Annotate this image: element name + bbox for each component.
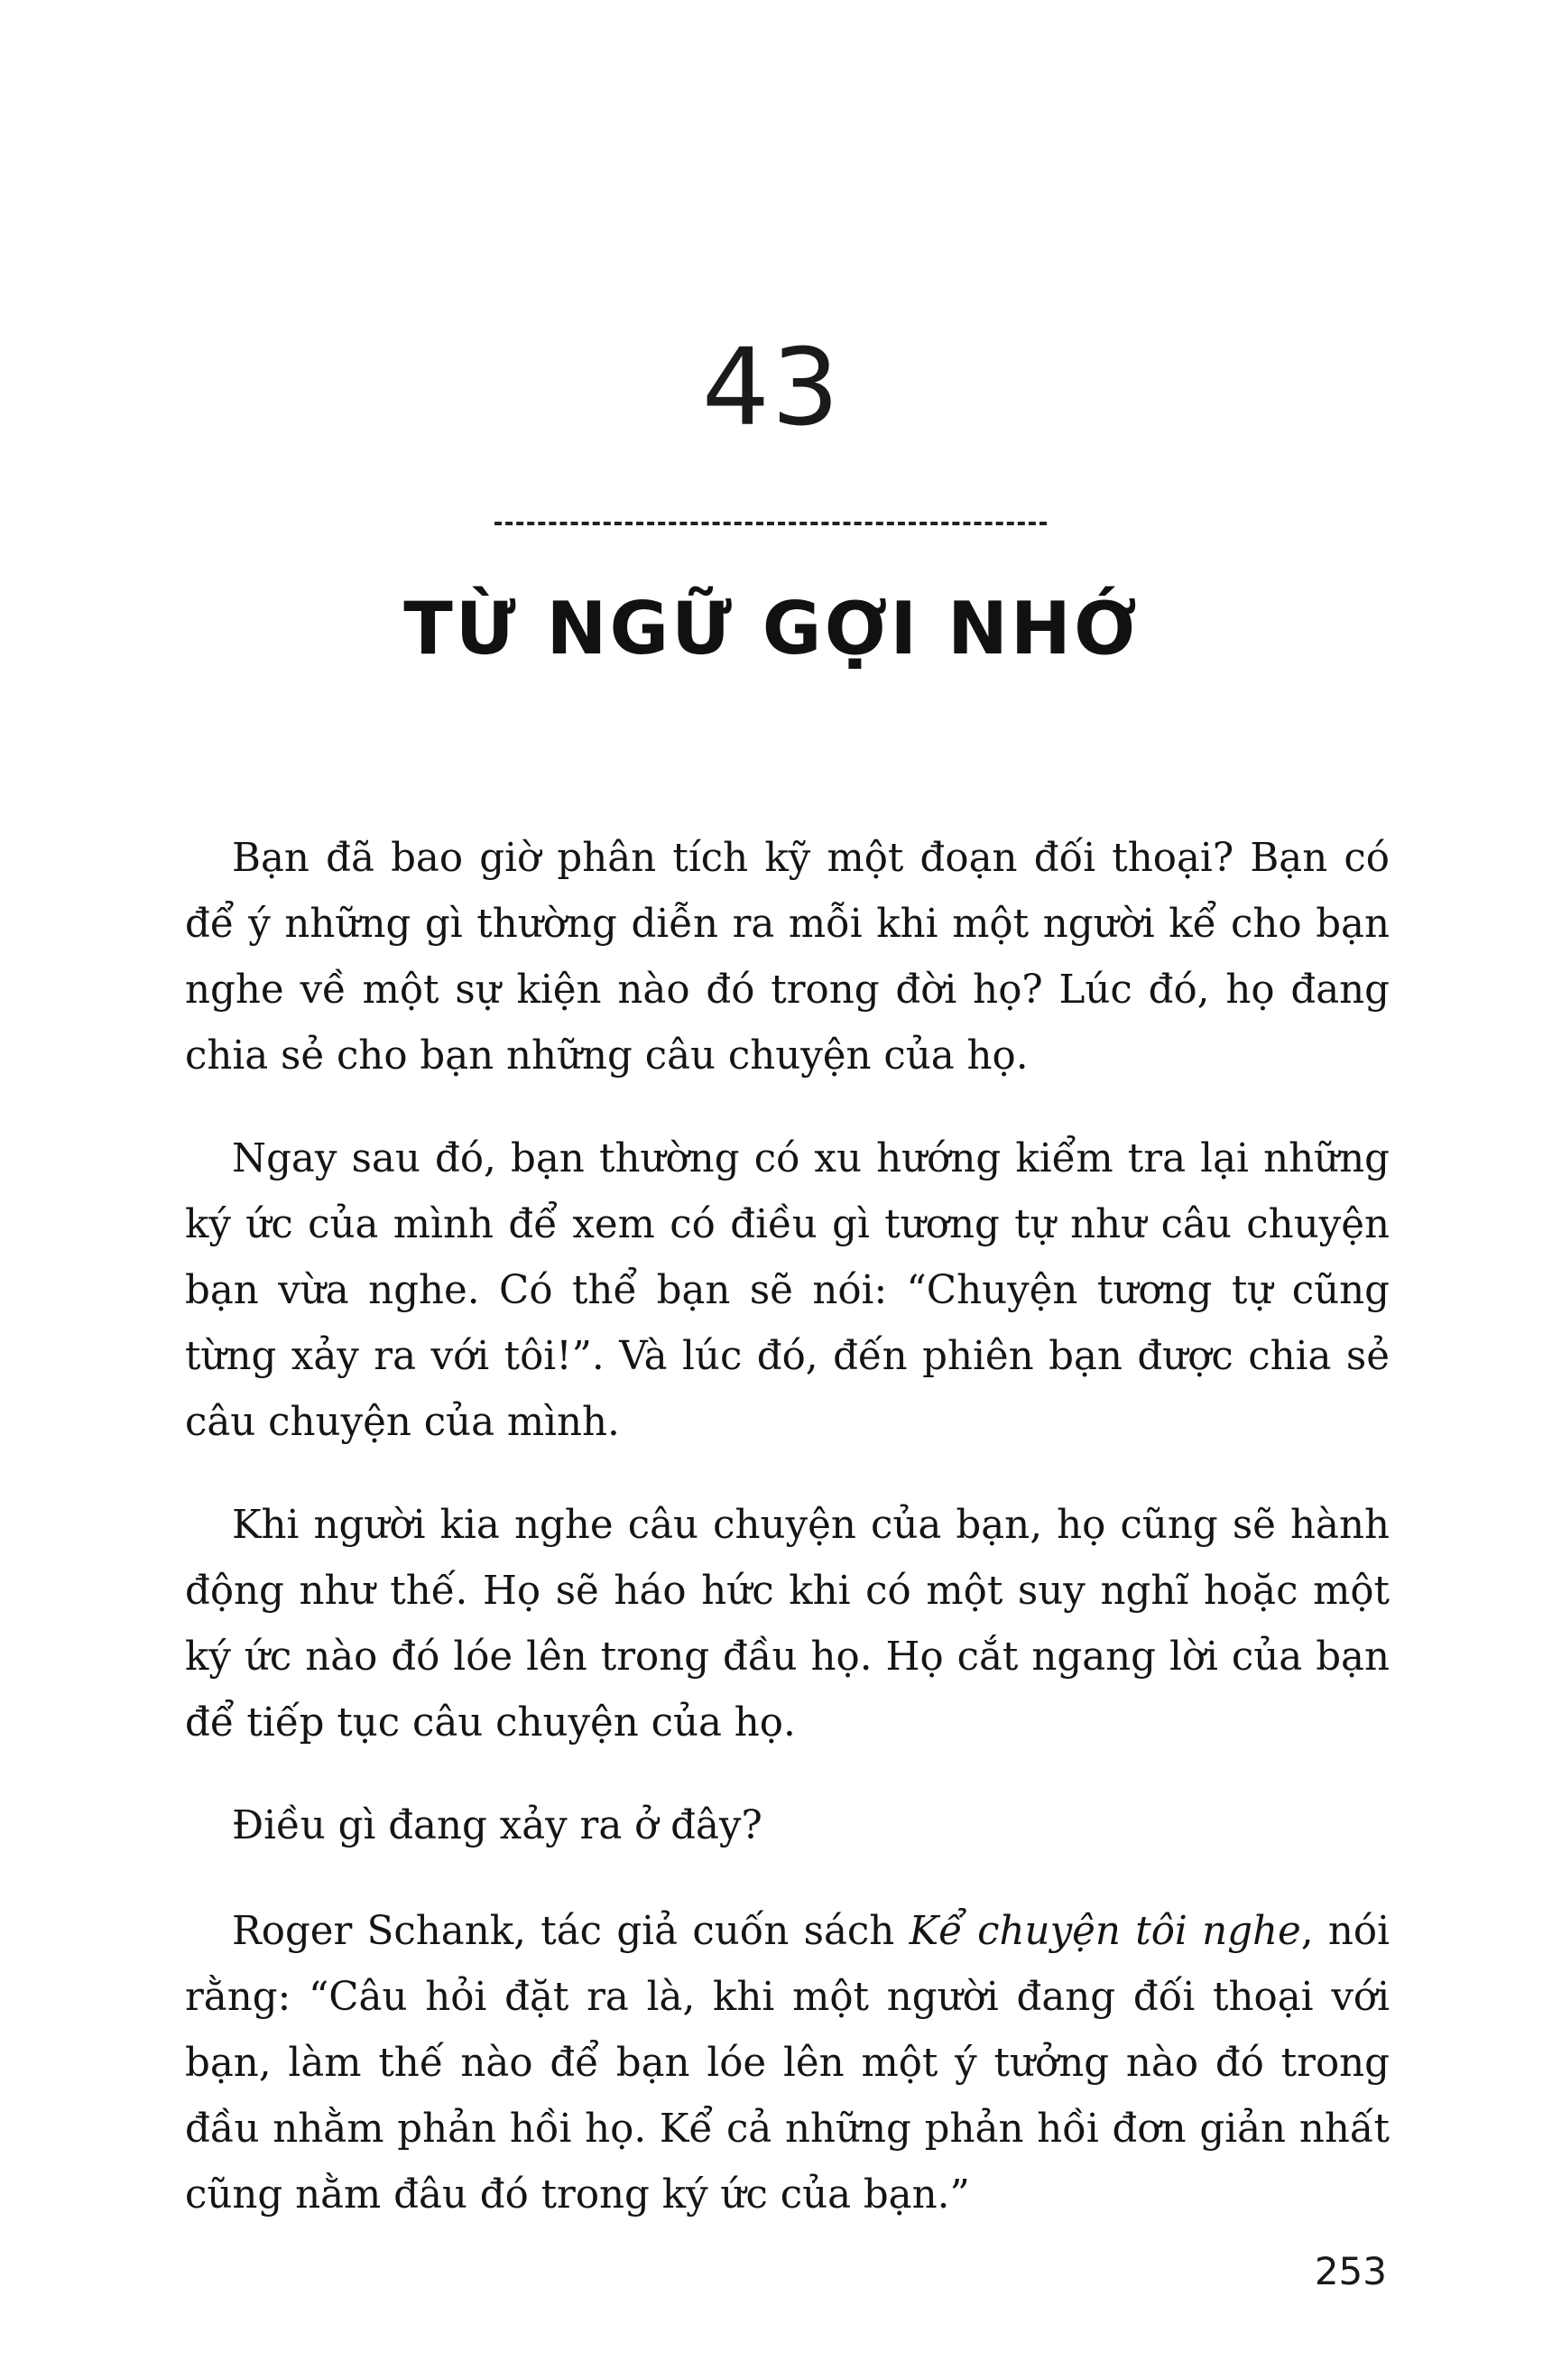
chapter-title: TỪ NGỮ GỢI NHỚ [403,587,1140,671]
page-number: 253 [1314,2249,1387,2293]
paragraph-4: Điều gì đang xảy ra ở đây? [232,1803,762,1848]
book-title-italic: Kể chuyện tôi nghe [909,1909,1301,1954]
paragraph-1: Bạn đã bao giờ phân tích kỹ một đoạn đối thoại? Bạn có để ý những gì thường diễn ra mỗi khi một người kể cho bạn nghe về một sự kiện nào đó trong đời họ? Lúc đó, họ đang chia sẻ cho bạn những câu chuyện của họ. [185,836,1390,1079]
chapter-body [185,826,1390,2265]
paragraph-5-lead: Roger Schank, tác giả cuốn sách [232,1909,910,1954]
paragraph-5-rest: , nói rằng: “Câu hỏi đặt ra là, khi một người đang đối thoại với bạn, làm thế nào để bạn lóe lên một ý tưởng nào đó trong đầu nhằm phản hồi họ. Kể cả những phản hồi đơn giản nhất cũng nằm đâu đó trong ký ức của bạn.” [185,1909,1390,2218]
paragraph-3: Khi người kia nghe câu chuyện của bạn, họ cũng sẽ hành động như thế. Họ sẽ háo hức khi có một suy nghĩ hoặc một ký ức nào đó lóe lên trong đầu họ. Họ cắt ngang lời của bạn để tiếp tục câu chuyện của họ. [185,1503,1390,1746]
chapter-divider [494,522,1047,525]
paragraph-5 [185,1899,1390,2228]
paragraph-2: Ngay sau đó, bạn thường có xu hướng kiểm tra lại những ký ức của mình để xem có điều gì tương tự như câu chuyện bạn vừa nghe. Có thể bạn sẽ nói: “Chuyện tương tự cũng từng xảy ra với tôi!”. Và lúc đó, đến phiên bạn được chia sẻ câu chuyện của mình. [185,1136,1390,1445]
chapter-number: 43 [701,325,842,449]
